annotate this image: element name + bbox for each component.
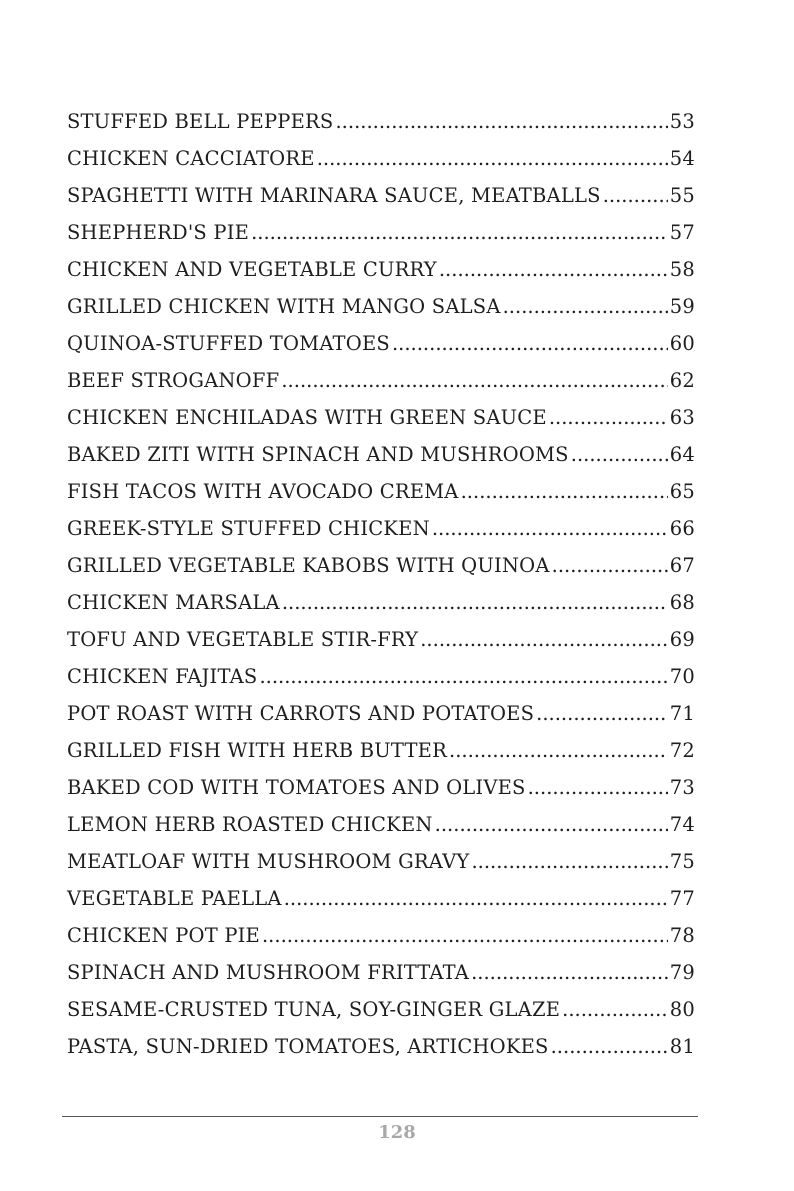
toc-entry[interactable] — [67, 103, 695, 140]
dot-leader — [603, 177, 668, 214]
dot-leader — [284, 880, 668, 917]
toc-entry-page: 68 — [669, 591, 695, 614]
toc-entry-title: SHEPHERD'S PIE — [67, 221, 250, 244]
toc-entry-title: FISH TACOS WITH AVOCADO CREMA — [67, 480, 459, 503]
table-of-contents — [67, 103, 695, 1065]
dot-leader — [259, 658, 667, 695]
toc-entry[interactable] — [67, 547, 695, 584]
toc-entry-page: 70 — [669, 665, 695, 688]
toc-entry-page: 59 — [669, 295, 695, 318]
dot-leader — [439, 251, 668, 288]
dot-leader — [461, 473, 668, 510]
dot-leader — [335, 103, 667, 140]
toc-entry-title: CHICKEN FAJITAS — [67, 665, 258, 688]
toc-entry-page: 67 — [669, 554, 695, 577]
toc-entry[interactable] — [67, 510, 695, 547]
toc-entry-title: GRILLED VEGETABLE KABOBS WITH QUINOA — [67, 554, 550, 577]
dot-leader — [536, 695, 668, 732]
toc-entry-page: 58 — [669, 258, 695, 281]
dot-leader — [251, 214, 668, 251]
toc-entry-page: 64 — [669, 443, 695, 466]
toc-entry-title: SPINACH AND MUSHROOM FRITTATA — [67, 961, 470, 984]
toc-entry[interactable] — [67, 177, 695, 214]
toc-entry-title: LEMON HERB ROASTED CHICKEN — [67, 813, 433, 836]
toc-entry-title: CHICKEN ENCHILADAS WITH GREEN SAUCE — [67, 406, 547, 429]
toc-entry-page: 77 — [669, 887, 695, 910]
toc-entry-page: 55 — [669, 184, 695, 207]
toc-entry-page: 80 — [669, 998, 695, 1021]
toc-entry-title: VEGETABLE PAELLA — [67, 887, 282, 910]
dot-leader — [562, 991, 668, 1028]
toc-entry[interactable] — [67, 843, 695, 880]
toc-entry[interactable] — [67, 140, 695, 177]
toc-entry[interactable] — [67, 288, 695, 325]
dot-leader — [432, 510, 668, 547]
toc-entry[interactable] — [67, 658, 695, 695]
toc-entry-title: BAKED ZITI WITH SPINACH AND MUSHROOMS — [67, 443, 569, 466]
toc-entry-title: GRILLED FISH WITH HERB BUTTER — [67, 739, 447, 762]
toc-entry-title: POT ROAST WITH CARROTS AND POTATOES — [67, 702, 535, 725]
toc-entry[interactable] — [67, 769, 695, 806]
toc-entry-page: 81 — [669, 1035, 695, 1058]
toc-entry[interactable] — [67, 917, 695, 954]
toc-entry[interactable] — [67, 806, 695, 843]
toc-entry[interactable] — [67, 954, 695, 991]
toc-entry-title: STUFFED BELL PEPPERS — [67, 110, 334, 133]
toc-entry-page: 54 — [669, 147, 695, 170]
toc-entry-page: 78 — [669, 924, 695, 947]
dot-leader — [392, 325, 668, 362]
dot-leader — [262, 917, 668, 954]
toc-entry-page: 69 — [669, 628, 695, 651]
dot-leader — [552, 547, 668, 584]
dot-leader — [317, 140, 668, 177]
toc-entry[interactable] — [67, 880, 695, 917]
toc-entry-title: SPAGHETTI WITH MARINARA SAUCE, MEATBALLS — [67, 184, 601, 207]
dot-leader — [471, 843, 667, 880]
toc-entry[interactable] — [67, 436, 695, 473]
toc-entry-title: CHICKEN CACCIATORE — [67, 147, 315, 170]
dot-leader — [281, 362, 667, 399]
toc-entry[interactable] — [67, 732, 695, 769]
toc-entry-title: CHICKEN MARSALA — [67, 591, 280, 614]
dot-leader — [528, 769, 668, 806]
toc-entry-page: 66 — [669, 517, 695, 540]
dot-leader — [435, 806, 668, 843]
toc-entry[interactable] — [67, 214, 695, 251]
toc-entry-page: 75 — [669, 850, 695, 873]
toc-entry-title: MEATLOAF WITH MUSHROOM GRAVY — [67, 850, 470, 873]
toc-entry-title: PASTA, SUN-DRIED TOMATOES, ARTICHOKES — [67, 1035, 549, 1058]
toc-entry-page: 65 — [669, 480, 695, 503]
toc-entry-title: CHICKEN AND VEGETABLE CURRY — [67, 258, 437, 281]
toc-entry-page: 53 — [669, 110, 695, 133]
toc-entry[interactable] — [67, 399, 695, 436]
toc-entry-page: 72 — [669, 739, 695, 762]
toc-entry-page: 71 — [669, 702, 695, 725]
toc-entry[interactable] — [67, 1028, 695, 1065]
toc-entry-page: 73 — [669, 776, 695, 799]
toc-entry-title: BEEF STROGANOFF — [67, 369, 280, 392]
dot-leader — [420, 621, 668, 658]
dot-leader — [282, 584, 668, 621]
toc-entry-page: 63 — [669, 406, 695, 429]
dot-leader — [549, 399, 668, 436]
toc-entry[interactable] — [67, 991, 695, 1028]
toc-entry-page: 62 — [669, 369, 695, 392]
toc-entry-title: BAKED COD WITH TOMATOES AND OLIVES — [67, 776, 526, 799]
page-number: 128 — [378, 1122, 416, 1143]
dot-leader — [471, 954, 668, 991]
toc-entry[interactable] — [67, 251, 695, 288]
toc-entry[interactable] — [67, 584, 695, 621]
toc-entry[interactable] — [67, 325, 695, 362]
toc-entry-title: GRILLED CHICKEN WITH MANGO SALSA — [67, 295, 501, 318]
toc-entry-title: SESAME-CRUSTED TUNA, SOY-GINGER GLAZE — [67, 998, 561, 1021]
toc-entry[interactable] — [67, 362, 695, 399]
toc-entry-page: 74 — [669, 813, 695, 836]
dot-leader — [503, 288, 668, 325]
dot-leader — [571, 436, 668, 473]
toc-entry-page: 79 — [669, 961, 695, 984]
toc-entry[interactable] — [67, 473, 695, 510]
toc-entry-title: CHICKEN POT PIE — [67, 924, 260, 947]
toc-entry-title: TOFU AND VEGETABLE STIR-FRY — [67, 628, 419, 651]
toc-entry-page: 57 — [669, 221, 695, 244]
toc-entry[interactable] — [67, 621, 695, 658]
toc-entry-title: GREEK-STYLE STUFFED CHICKEN — [67, 517, 430, 540]
toc-entry-title: QUINOA-STUFFED TOMATOES — [67, 332, 390, 355]
toc-entry[interactable] — [67, 695, 695, 732]
footer-divider — [62, 1116, 698, 1117]
dot-leader — [449, 732, 668, 769]
dot-leader — [551, 1028, 668, 1065]
toc-entry-page: 60 — [669, 332, 695, 355]
